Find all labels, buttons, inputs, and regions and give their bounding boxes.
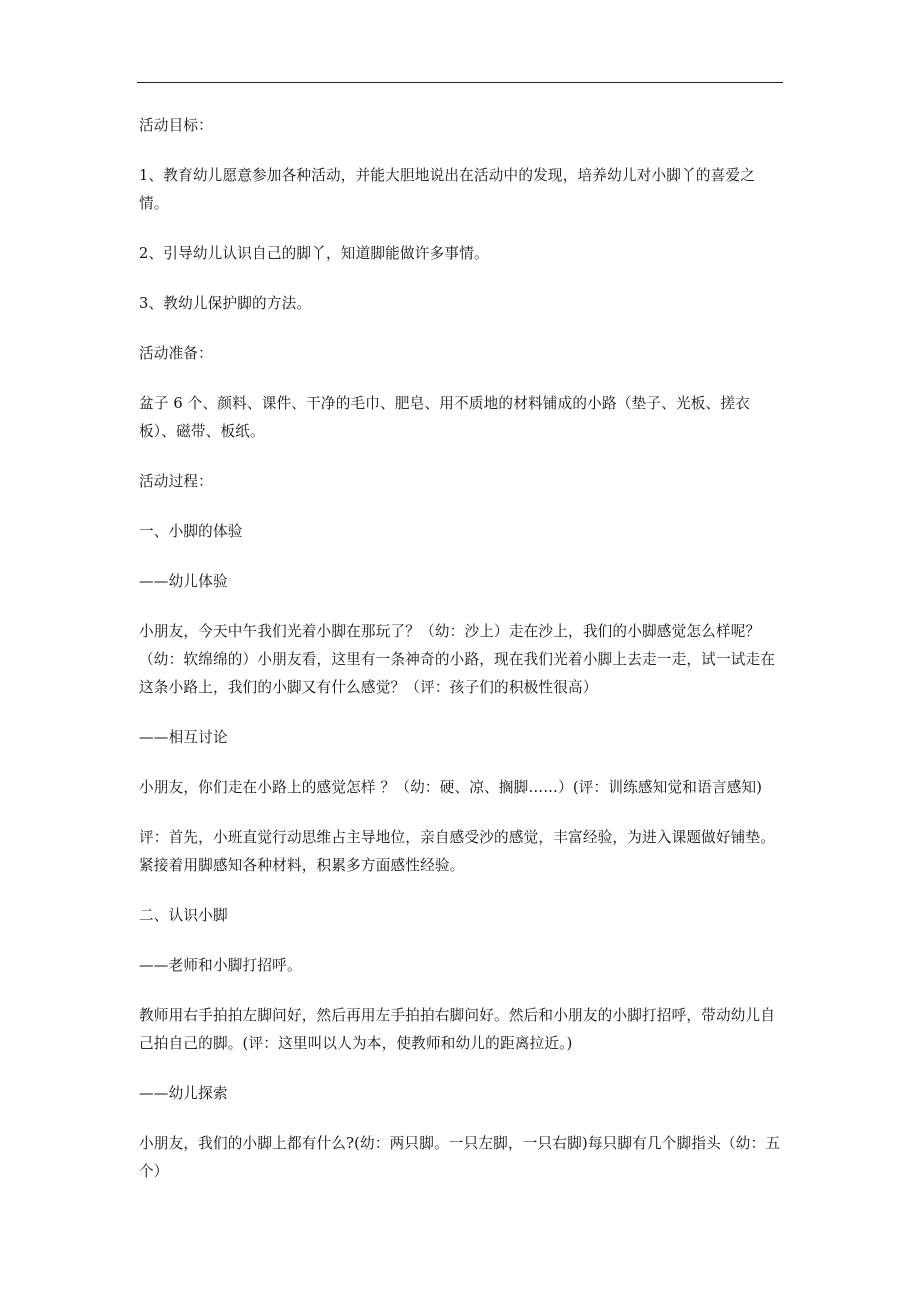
goal-item-1: 1、教育幼儿愿意参加各种活动，并能大胆地说出在活动中的发现，培养幼儿对小脚丫的喜爱之情。 xyxy=(139,167,756,212)
substep-heading: ——幼儿体验 xyxy=(139,573,228,590)
document-body xyxy=(139,112,784,1208)
step-heading-1: 一、小脚的体验 xyxy=(139,523,243,540)
section-heading-process: 活动过程： xyxy=(139,473,213,490)
substep-heading: ——老师和小脚打招呼。 xyxy=(139,957,302,974)
header-rule xyxy=(137,82,783,83)
goal-item-2: 2、引导幼儿认识自己的脚丫，知道脚能做许多事情。 xyxy=(139,245,489,262)
goal-item-3: 3、教幼儿保护脚的方法。 xyxy=(139,295,312,312)
body-paragraph: 小朋友，我们的小脚上都有什么?(幼：两只脚。一只左脚，一只右脚)每只脚有几个脚指头（幼：五个） xyxy=(139,1135,781,1180)
body-paragraph: 教师用右手拍拍左脚问好，然后再用左手拍拍右脚问好。然后和小朋友的小脚打招呼，带动幼儿自己拍自己的脚。(评：这里叫以人为本，使教师和幼儿的距离拉近。) xyxy=(139,1007,776,1052)
body-paragraph: 小朋友，你们走在小路上的感觉怎样 ？（幼：硬、凉、搁脚……）(评：训练感知觉和语言感知) xyxy=(139,779,763,796)
step-heading-2: 二、认识小脚 xyxy=(139,907,228,924)
substep-heading: ——幼儿探索 xyxy=(139,1085,228,1102)
body-paragraph: 小朋友，今天中午我们光着小脚在那玩了？（幼：沙上）走在沙上，我们的小脚感觉怎么样呢？（幼：软绵绵的）小朋友看，这里有一条神奇的小路，现在我们光着小脚上去走一走，试一试走在这条小路上，我们的小脚又有什么感觉？（评：孩子们的积极性很高） xyxy=(139,623,776,696)
section-heading-preparation: 活动准备： xyxy=(139,345,213,362)
section-heading-goals: 活动目标： xyxy=(139,117,213,134)
preparation-materials: 盆子 6 个、颜料、课件、干净的毛巾、肥皂、用不质地的材料铺成的小路（垫子、光板、搓衣板）、磁带、板纸。 xyxy=(139,395,750,440)
substep-heading: ——相互讨论 xyxy=(139,729,228,746)
comment-paragraph: 评：首先，小班直觉行动思维占主导地位，亲自感受沙的感觉，丰富经验，为进入课题做好铺垫。紧接着用脚感知各种材料，积累多方面感性经验。 xyxy=(139,829,776,874)
